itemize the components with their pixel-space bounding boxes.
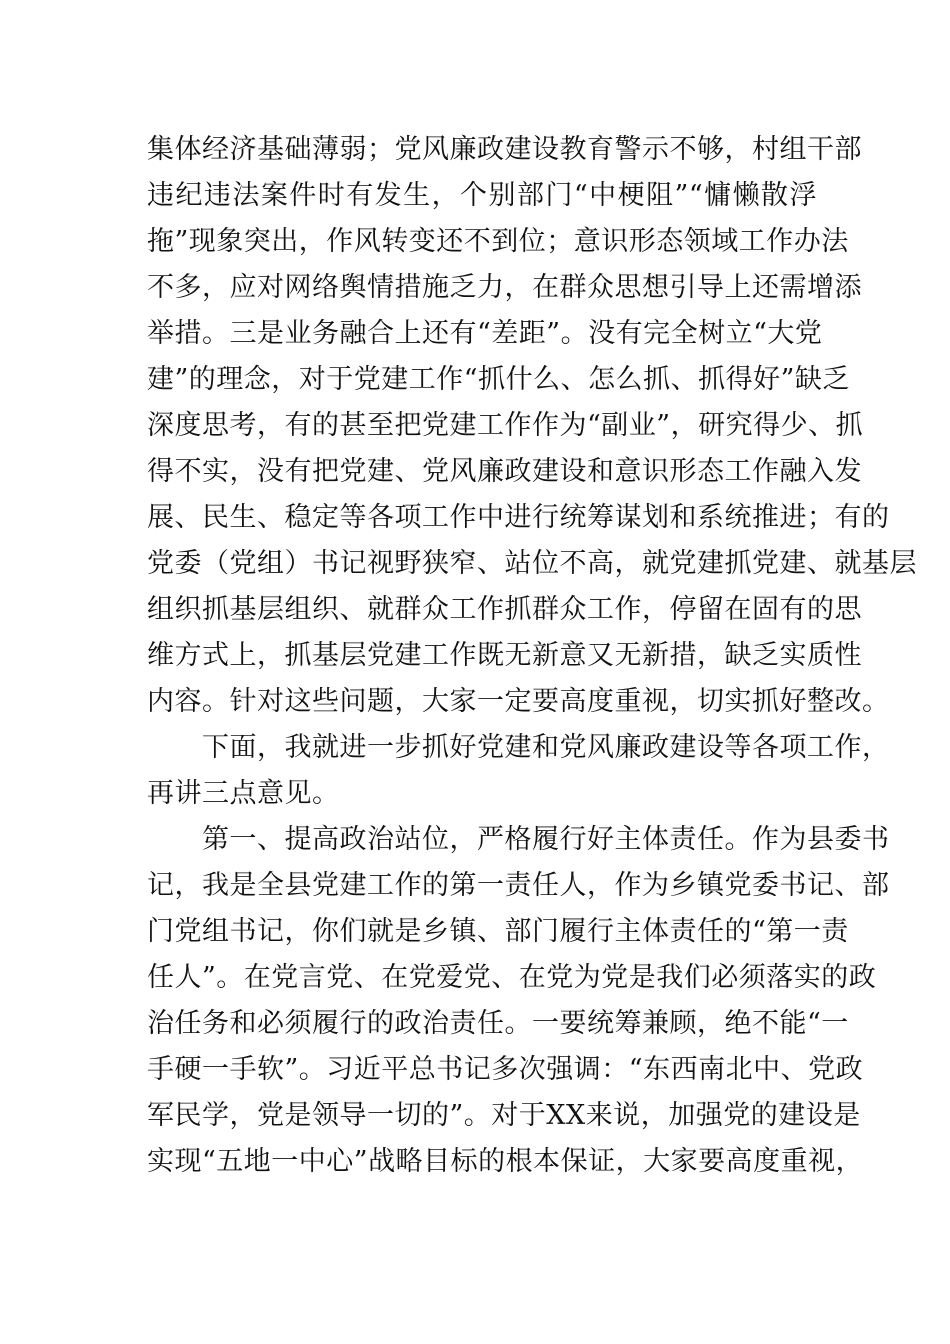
text-line: 党委（党组）书记视野狭窄、站位不高，就党建抓党建、就基层 xyxy=(147,548,917,579)
text-line: 得不实，没有把党建、党风廉政建设和意识形态工作融入发 xyxy=(147,456,862,487)
paragraph-end-line: 内容。针对这些问题，大家一定要高度重视，切实抓好整改。 xyxy=(147,686,890,717)
document-body xyxy=(147,127,917,1185)
text-line: 组织抓基层组织、就群众工作抓群众工作，停留在固有的思 xyxy=(147,594,862,625)
text-line: 维方式上，抓基层党建工作既无新意又无新措，缺乏实质性 xyxy=(147,640,862,671)
text-line: 建”的理念，对于党建工作“抓什么、怎么抓、抓得好”缺乏 xyxy=(147,364,850,395)
text-line: 违纪违法案件时有发生，个别部门“中梗阻”“慵懒散浮 xyxy=(147,180,817,211)
text-line: 军民学，党是领导一切的”。对于XX来说，加强党的建设是 xyxy=(147,1100,861,1131)
text-line: 任人”。在党言党、在党爱党、在党为党是我们必须落实的政 xyxy=(147,962,877,993)
text-line: 治任务和必须履行的政治责任。一要统筹兼顾，绝不能“一 xyxy=(147,1008,849,1039)
text-line: 实现“五地一中心”战略目标的根本保证，大家要高度重视， xyxy=(147,1146,864,1177)
text-line: 展、民生、稳定等各项工作中进行统筹谋划和系统推进；有的 xyxy=(147,502,890,533)
text-line: 记，我是全县党建工作的第一责任人，作为乡镇党委书记、部 xyxy=(147,870,890,901)
text-line: 不多，应对网络舆情措施乏力，在群众思想引导上还需增添 xyxy=(147,272,862,303)
text-line: 举措。三是业务融合上还有“差距”。没有完全树立“大党 xyxy=(147,318,823,349)
text-line: 集体经济基础薄弱；党风廉政建设教育警示不够，村组干部 xyxy=(147,134,862,165)
paragraph-end-line: 再讲三点意见。 xyxy=(147,778,340,809)
paragraph-start-line: 下面，我就进一步抓好党建和党风廉政建设等各项工作， xyxy=(147,732,890,763)
text-line: 拖”现象突出，作风转变还不到位；意识形态领域工作办法 xyxy=(147,226,849,257)
text-line: 深度思考，有的甚至把党建工作作为“副业”，研究得少、抓 xyxy=(147,410,864,441)
paragraph-start-line: 第一、提高政治站位，严格履行好主体责任。作为县委书 xyxy=(147,824,890,855)
text-line: 手硬一手软”。习近平总书记多次强调：“东西南北中、党政 xyxy=(147,1054,864,1085)
text-line: 门党组书记，你们就是乡镇、部门履行主体责任的“第一责 xyxy=(147,916,849,947)
